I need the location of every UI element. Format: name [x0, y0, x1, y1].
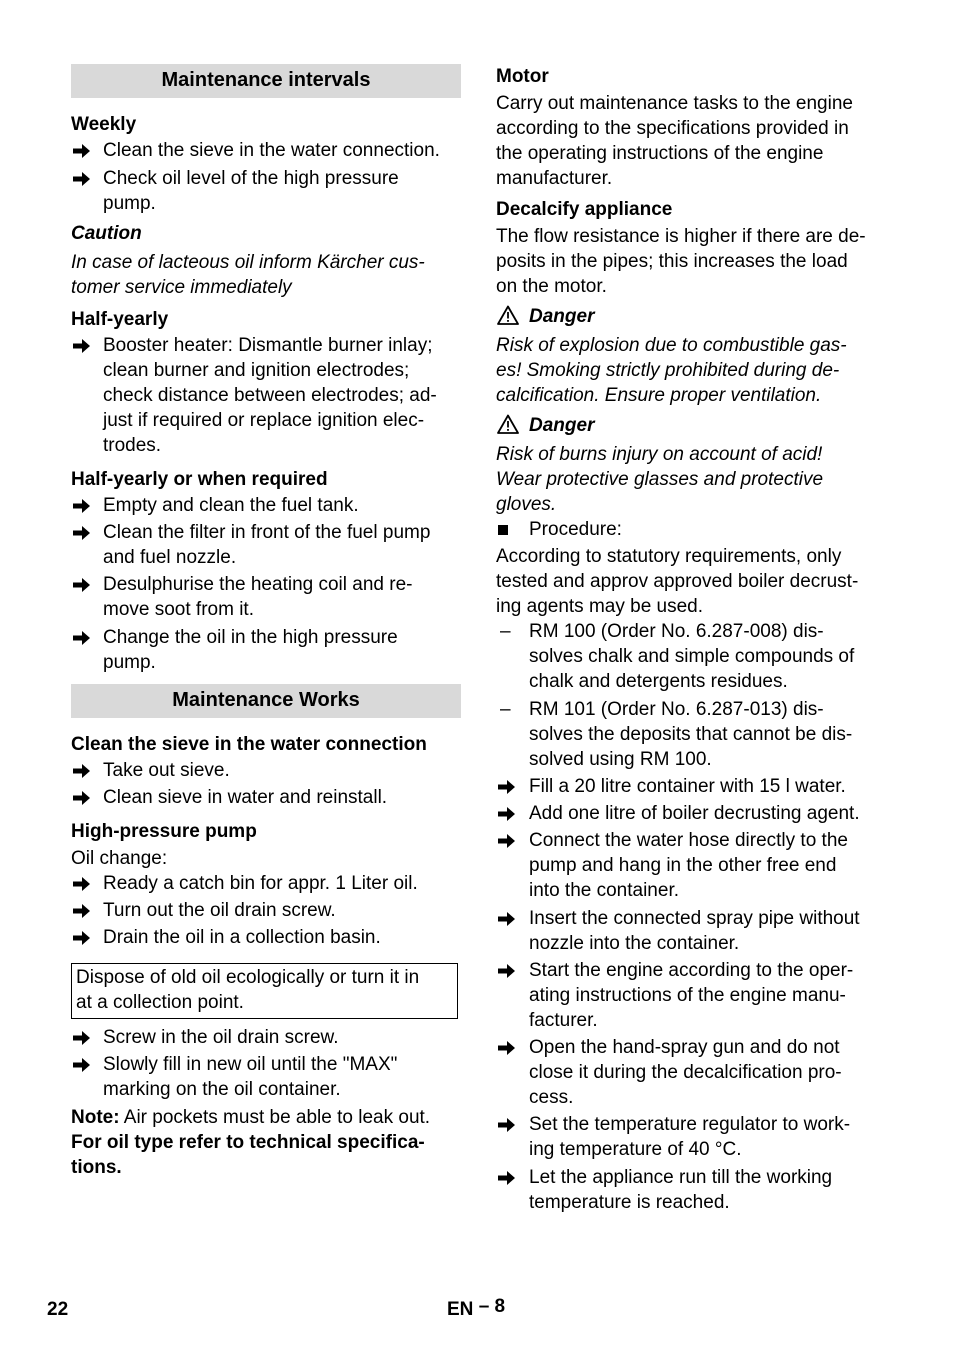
arrow-icon	[71, 496, 91, 516]
list-item: Add one litre of boiler decrusting agent.	[529, 803, 860, 824]
note-label: Note:	[71, 1107, 120, 1128]
list-item: Check oil level of the high pressure	[103, 168, 399, 189]
list-item: RM 100 (Order No. 6.287-008) dis-	[529, 621, 824, 642]
arrow-icon	[71, 141, 91, 161]
list-item: Connect the water hose directly to the	[529, 830, 848, 851]
paragraph: according to the specifications provided in	[496, 118, 849, 139]
arrow-icon	[71, 761, 91, 781]
list-item: Empty and clean the fuel tank.	[103, 495, 359, 516]
list-item-cont: clean burner and ignition electrodes;	[103, 360, 410, 381]
danger-text: Risk of burns injury on account of acid!	[496, 444, 823, 465]
list-item-cont: ing temperature of 40 °C.	[529, 1139, 742, 1160]
list-item-cont: and fuel nozzle.	[103, 547, 237, 568]
danger-text: calcification. Ensure proper ventilation.	[496, 385, 822, 406]
list-item: Open the hand-spray gun and do not	[529, 1037, 840, 1058]
list-item: Clean the sieve in the water connection.	[103, 140, 440, 161]
list-item-cont: pump.	[103, 652, 156, 673]
list-item-cont: check distance between electrodes; ad-	[103, 385, 437, 406]
list-item: Drain the oil in a collection basin.	[103, 927, 381, 948]
square-bullet-icon	[498, 525, 508, 535]
list-item: Take out sieve.	[103, 760, 230, 781]
heading-clean-sieve: Clean the sieve in the water connection	[71, 734, 427, 755]
list-item-cont: temperature is reached.	[529, 1192, 730, 1213]
list-item: RM 101 (Order No. 6.287-013) dis-	[529, 699, 824, 720]
danger-text: Risk of explosion due to combustible gas-	[496, 335, 847, 356]
list-item-cont: move soot from it.	[103, 599, 254, 620]
notice-text: at a collection point.	[76, 992, 244, 1013]
list-item: Insert the connected spray pipe without	[529, 908, 860, 929]
notice-text: Dispose of old oil ecologically or turn it in	[76, 967, 420, 988]
arrow-icon	[71, 874, 91, 894]
paragraph: ing agents may be used.	[496, 596, 704, 617]
arrow-icon	[71, 575, 91, 595]
arrow-icon	[496, 777, 516, 797]
danger-text: gloves.	[496, 494, 557, 515]
paragraph: According to statutory requirements, only	[496, 546, 842, 567]
arrow-icon	[71, 628, 91, 648]
heading-decalcify: Decalcify appliance	[496, 199, 673, 220]
list-item-cont: cess.	[529, 1087, 574, 1108]
list-item: Let the appliance run till the working	[529, 1167, 833, 1188]
arrow-icon	[71, 169, 91, 189]
arrow-icon	[71, 523, 91, 543]
list-item-cont: marking on the oil container.	[103, 1079, 341, 1100]
page-number: 22	[47, 1299, 69, 1320]
list-item: Change the oil in the high pressure	[103, 627, 398, 648]
paragraph: The flow resistance is higher if there are de-	[496, 226, 866, 247]
list-item: Booster heater: Dismantle burner inlay;	[103, 335, 433, 356]
list-item-cont: facturer.	[529, 1010, 598, 1031]
oil-change-label: Oil change:	[71, 848, 168, 869]
list-item: Turn out the oil drain screw.	[103, 900, 336, 921]
list-item: Screw in the oil drain screw.	[103, 1027, 339, 1048]
list-item-cont: close it during the decalcification pro-	[529, 1062, 842, 1083]
warning-triangle-icon	[497, 305, 519, 325]
oil-type-note: For oil type refer to technical specifica-	[71, 1132, 425, 1153]
arrow-icon	[71, 1055, 91, 1075]
list-item-cont: just if required or replace ignition elec-	[103, 410, 425, 431]
paragraph: posits in the pipes; this increases the load	[496, 251, 848, 272]
arrow-icon	[496, 1038, 516, 1058]
danger-text: Wear protective glasses and protective	[496, 469, 824, 490]
heading-high-pressure-pump: High-pressure pump	[71, 821, 257, 842]
dash-bullet: –	[500, 699, 511, 720]
arrow-icon	[71, 788, 91, 808]
list-item-cont: solved using RM 100.	[529, 749, 712, 770]
list-item-cont: solves the deposits that cannot be dis-	[529, 724, 853, 745]
danger-label: Danger	[529, 415, 595, 436]
list-item: Slowly fill in new oil until the "MAX"	[103, 1054, 398, 1075]
list-item-cont: trodes.	[103, 435, 162, 456]
heading-motor: Motor	[496, 66, 549, 87]
list-item: Desulphurise the heating coil and re-	[103, 574, 413, 595]
paragraph: the operating instructions of the engine	[496, 143, 824, 164]
list-item-cont: nozzle into the container.	[529, 933, 740, 954]
list-item: Start the engine according to the oper-	[529, 960, 854, 981]
note-line	[71, 1105, 430, 1130]
arrow-icon	[496, 961, 516, 981]
arrow-icon	[496, 831, 516, 851]
list-item-cont: solves chalk and simple compounds of	[529, 646, 855, 667]
paragraph: Carry out maintenance tasks to the engine	[496, 93, 853, 114]
list-item: Clean sieve in water and reinstall.	[103, 787, 388, 808]
arrow-icon	[496, 804, 516, 824]
heading-half-yearly: Half-yearly	[71, 309, 169, 330]
danger-text: es! Smoking strictly prohibited during de-	[496, 360, 840, 381]
arrow-icon	[71, 1028, 91, 1048]
oil-type-note: tions.	[71, 1157, 122, 1178]
note-text: Air pockets must be able to leak out.	[119, 1107, 431, 1128]
list-item: Fill a 20 litre container with 15 l water.	[529, 776, 846, 797]
footer-subpage: – 8	[478, 1296, 506, 1317]
caution-text: In case of lacteous oil inform Kärcher cus-	[71, 252, 425, 273]
paragraph: on the motor.	[496, 276, 607, 297]
list-item-cont: ating instructions of the engine manu-	[529, 985, 846, 1006]
paragraph: manufacturer.	[496, 168, 613, 189]
danger-label: Danger	[529, 306, 595, 327]
arrow-icon	[496, 1168, 516, 1188]
list-item-cont: into the container.	[529, 880, 679, 901]
heading-weekly: Weekly	[71, 114, 137, 135]
section-title-maintenance-intervals: Maintenance intervals	[71, 64, 461, 98]
arrow-icon	[496, 909, 516, 929]
heading-half-yearly-required: Half-yearly or when required	[71, 469, 328, 490]
arrow-icon	[71, 901, 91, 921]
section-title-maintenance-works: Maintenance Works	[71, 684, 461, 718]
procedure-label: Procedure:	[529, 519, 622, 540]
arrow-icon	[71, 336, 91, 356]
warning-triangle-icon	[497, 414, 519, 434]
list-item-cont: pump and hang in the other free end	[529, 855, 837, 876]
arrow-icon	[71, 928, 91, 948]
arrow-icon	[496, 1115, 516, 1135]
footer-lang: EN	[447, 1299, 474, 1320]
list-item: Clean the filter in front of the fuel pump	[103, 522, 431, 543]
list-item-cont: pump.	[103, 193, 156, 214]
caution-label: Caution	[71, 223, 142, 244]
paragraph: tested and approv approved boiler decrust-	[496, 571, 859, 592]
list-item: Ready a catch bin for appr. 1 Liter oil.	[103, 873, 418, 894]
list-item: Set the temperature regulator to work-	[529, 1114, 851, 1135]
dash-bullet: –	[500, 621, 511, 642]
footer-language	[447, 1296, 506, 1321]
list-item-cont: chalk and detergents residues.	[529, 671, 788, 692]
caution-text: tomer service immediately	[71, 277, 292, 298]
